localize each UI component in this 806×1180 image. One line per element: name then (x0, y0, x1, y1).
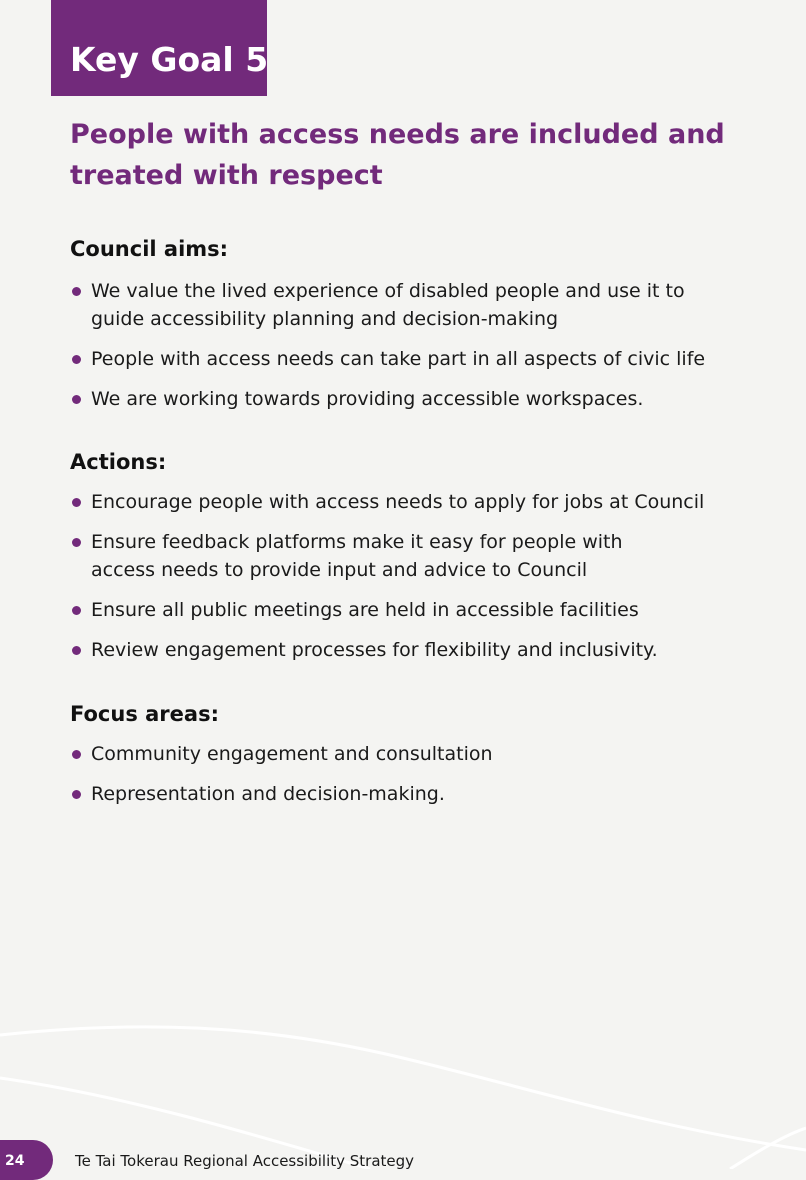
council-aims-heading: Council aims: (70, 237, 229, 261)
bullet-icon (72, 498, 81, 507)
list-item (70, 780, 770, 808)
list-item (70, 277, 770, 333)
bullet-icon (72, 606, 81, 615)
list-item (70, 385, 770, 413)
list-item (70, 528, 770, 584)
list-item-text: Review engagement processes for flexibility and inclusivity. (91, 639, 658, 661)
bullet-icon (72, 287, 81, 296)
list-item-text: People with access needs can take part in all aspects of civic life (91, 348, 706, 370)
council-aims-list (70, 277, 770, 425)
bullet-icon (72, 646, 81, 655)
list-item-text: Representation and decision-making. (91, 783, 445, 805)
decorative-wave (0, 1000, 806, 1169)
bullet-icon (72, 538, 81, 547)
list-item (70, 345, 770, 373)
page-number: 24 (5, 1153, 25, 1169)
list-item (70, 596, 770, 624)
bullet-icon (72, 790, 81, 799)
page-number-badge (0, 1140, 53, 1180)
list-item-text: Ensure feedback platforms make it easy for people with access needs to provide input and advice to Council (91, 531, 623, 581)
bullet-icon (72, 395, 81, 404)
list-item-text: Ensure all public meetings are held in accessible facilities (91, 599, 639, 621)
wave-line-upper (0, 1027, 806, 1150)
list-item (70, 740, 770, 768)
bullet-icon (72, 750, 81, 759)
list-item-text: We value the lived experience of disabled people and use it to guide accessibility planning and decision-making (91, 280, 685, 330)
focus-areas-list (70, 740, 770, 820)
list-item-text: Community engagement and consultation (91, 743, 493, 765)
footer-document-title: Te Tai Tokerau Regional Accessibility Strategy (75, 1152, 415, 1170)
list-item (70, 636, 770, 664)
actions-list (70, 488, 770, 676)
list-item (70, 488, 770, 516)
key-goal-tab (51, 0, 267, 96)
focus-areas-heading: Focus areas: (70, 702, 219, 726)
list-item-text: Encourage people with access needs to apply for jobs at Council (91, 491, 705, 513)
actions-heading: Actions: (70, 450, 167, 474)
bullet-icon (72, 355, 81, 364)
key-goal-label: Key Goal 5 (70, 40, 269, 79)
goal-headline: People with access needs are included and treated with respect (70, 119, 725, 191)
list-item-text: We are working towards providing accessible workspaces. (91, 388, 644, 410)
